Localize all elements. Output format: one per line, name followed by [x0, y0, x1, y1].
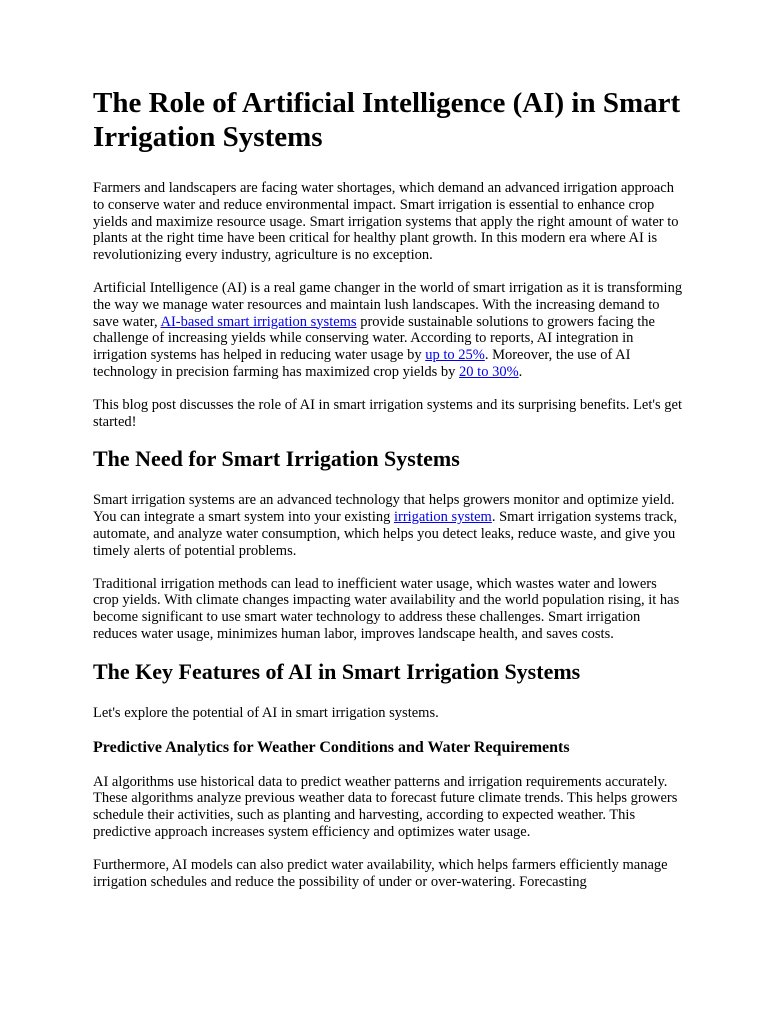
intro-paragraph-3: This blog post discusses the role of AI in smart irrigation systems and its surprising benefits. Let's get started! [93, 396, 682, 430]
20-to-30-link[interactable]: 20 to 30% [459, 363, 519, 380]
sub-heading-predictive-analytics: Predictive Analytics for Weather Conditions and Water Requirements [93, 738, 570, 756]
intro-p2-text-d: . [518, 363, 523, 380]
up-to-25-link[interactable]: up to 25% [425, 347, 485, 364]
ai-smart-irrigation-link[interactable]: AI-based smart irrigation systems [160, 313, 357, 330]
irrigation-system-link[interactable]: irrigation system [393, 509, 492, 526]
need-p1-text-b: . Smart irrigation systems track, automate, and analyze water consumption, which helps you detect leaks, reduce waste, and give you timely alerts of potential problems. [93, 509, 678, 559]
need-paragraph-2: Traditional irrigation methods can lead to inefficient water usage, which wastes water and lowers crop yields. With climate changes impacting water availability and the world population rising, it has become significant to use smart water technology to address these challenges. Smart irrigation reduces water usage, minimizes human labor, improves landscape health, and saves costs. [93, 575, 680, 642]
need-paragraph-1 [93, 492, 683, 559]
features-paragraph-3: Furthermore, AI models can also predict water availability, which helps farmers efficiently manage irrigation schedules and reduce the possibility of under or over-watering. Forecasting [93, 856, 668, 890]
intro-paragraph-2 [93, 280, 683, 381]
page-title: The Role of Artificial Intelligence (AI) in Smart Irrigation Systems [93, 87, 681, 153]
features-paragraph-1: Let's explore the potential of AI in smart irrigation systems. [93, 704, 439, 721]
features-paragraph-2: AI algorithms use historical data to predict weather patterns and irrigation requirements accurately. These algorithms analyze previous weather data to forecast future climate trends. This helps growers schedule their activities, such as planting and harvesting, according to expected weather. This predictive approach increases system efficiency and optimizes water usage. [93, 773, 678, 840]
section-heading-need: The Need for Smart Irrigation Systems [93, 446, 460, 472]
intro-paragraph-1: Farmers and landscapers are facing water shortages, which demand an advanced irrigation approach to conserve water and reduce environmental impact. Smart irrigation is essential to enhance crop yields and maximize resource usage. Smart irrigation systems that apply the right amount of water to plants at the right time have been critical for healthy plant growth. In this modern era where AI is revolutionizing every industry, agriculture is no exception. [93, 180, 679, 264]
section-heading-features: The Key Features of AI in Smart Irrigation Systems [93, 658, 581, 684]
need-p1-text-a: Smart irrigation systems are an advanced technology that helps growers monitor and optimize yield. You can integrate a smart system into your existing [93, 492, 675, 526]
intro-p2-text-a: Artificial Intelligence (AI) is a real game changer in the world of smart irrigation as it is transforming the way we manage water resources and maintain lush landscapes. With the increasing demand to save water, [93, 279, 683, 330]
intro-p2-text-b: provide sustainable solutions to growers facing the challenge of increasing yields while conserving water. According to reports, AI integration in irrigation systems has helped in reducing water usage by [93, 313, 655, 364]
document-page [93, 86, 683, 906]
intro-p2-text-c: . Moreover, the use of AI technology in precision farming has maximized crop yields by [93, 347, 631, 380]
